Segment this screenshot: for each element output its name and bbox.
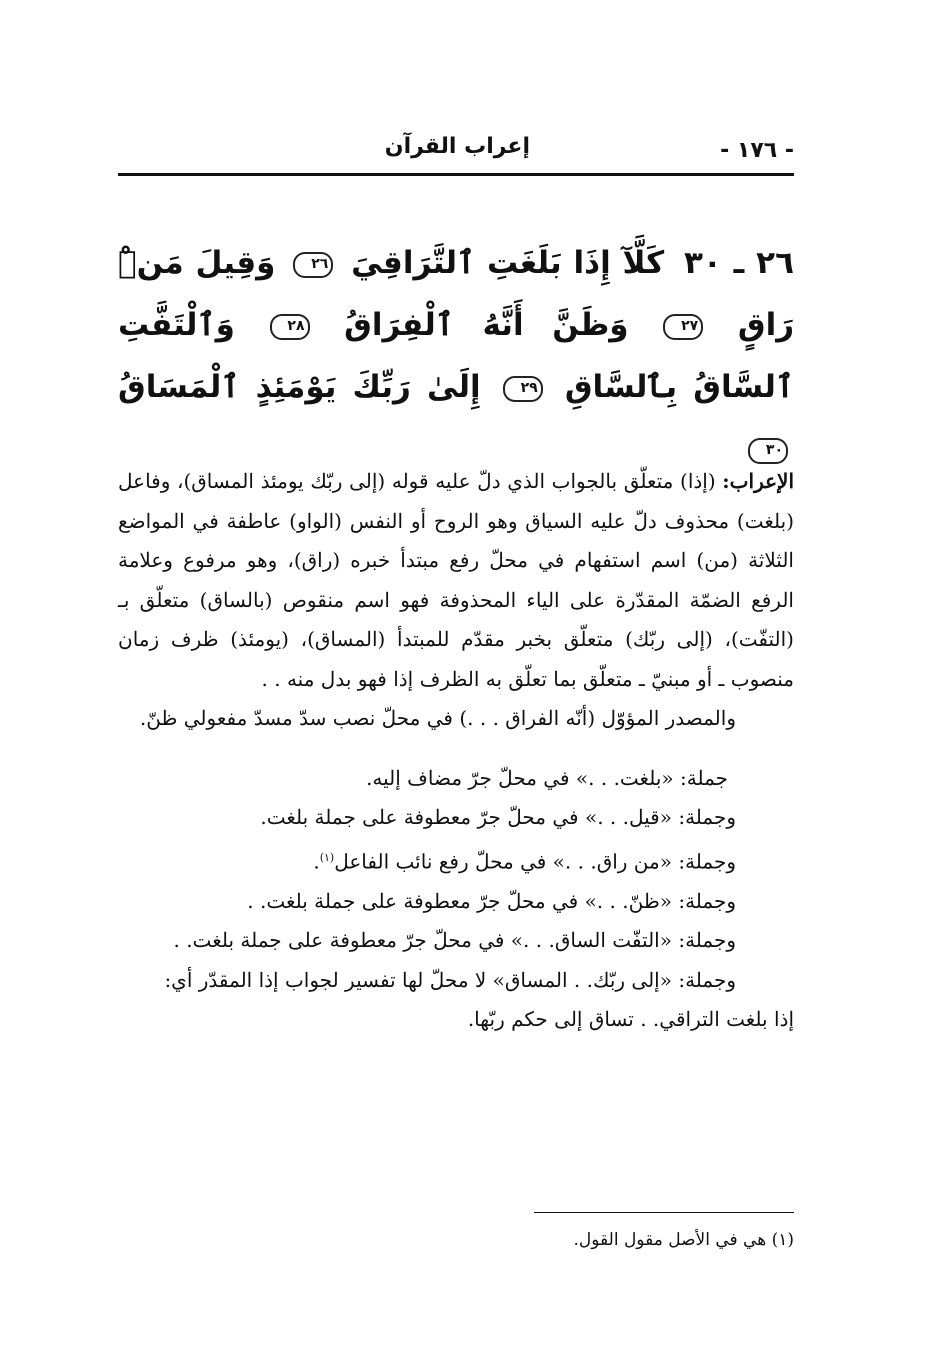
sentence-item: وجملة: «قيل. . .» في محلّ جرّ معطوفة على جملة بلغت.	[260, 805, 736, 829]
page-number: - ١٧٦ -	[720, 138, 794, 163]
sentence-item	[118, 838, 794, 882]
verse-27: وَقِيلَ مَنْۜ رَاقٍ	[118, 245, 795, 343]
verse-26: كَلَّآ إِذَا بَلَغَتِ ٱلتَّرَاقِيَ	[351, 245, 665, 281]
ayah-marker-29: ٢٩	[503, 376, 543, 402]
verse-29: وَٱلْتَفَّتِ ٱلسَّاقُ بِٱلسَّاقِ	[118, 307, 794, 405]
irab-label: الإعراب:	[722, 469, 794, 493]
page-title: إعراب القرآن	[384, 134, 530, 159]
ayah-marker-28: ٢٨	[270, 314, 310, 340]
masdar-paragraph: والمصدر المؤوّل (أنّه الفراق . . .) في محلّ نصب سدّ مسدّ مفعولي ظنّ.	[139, 706, 736, 730]
sentence-continuation: إذا بلغت التراقي. . تساق إلى حكم ربّها.	[467, 1007, 794, 1032]
ayah-marker-30: ٣٠	[748, 438, 788, 464]
sentence-end: .	[313, 849, 320, 874]
sentence-item: وجملة: «التفّت الساق. . .» في محلّ جرّ معطوفة على جملة بلغت. .	[173, 928, 736, 953]
irab-paragraph	[118, 462, 794, 699]
ayah-marker-27: ٢٧	[663, 314, 703, 340]
footnote-rule	[534, 1212, 794, 1213]
sentence-item: وجملة: «ظنّ. . .» في محلّ جرّ معطوفة على جملة بلغت. .	[247, 888, 736, 913]
verse-30: إِلَىٰ رَبِّكَ يَوْمَئِذٍ ٱلْمَسَاقُ	[118, 369, 481, 405]
commentary	[118, 462, 794, 1040]
verse-28: وَظَنَّ أَنَّهُ ٱلْفِرَاقُ	[344, 307, 629, 343]
ayah-marker-26: ٢٦	[293, 252, 333, 278]
footnote-ref: (١)	[319, 850, 335, 864]
sentence-item: وجملة: «إلى ربّك. . المساق» لا محلّ لها تفسير لجواب إذا المقدّر أي:	[164, 967, 736, 992]
footnote: (١) هي في الأصل مقول القول.	[573, 1230, 794, 1250]
verse-range: ٢٦ ـ ٣٠	[683, 245, 794, 281]
sentence-list	[118, 759, 794, 1040]
irab-text: (إذا) متعلّق بالجواب الذي دلّ عليه قوله (إلى ربّك يومئذ المساق)، وفاعل (بلغت) محذوف دلّ عليه السياق وهو الروح أو النفس (الواو) عاطفة في المواضع الثلاثة (من) اسم استفهام في محلّ رفع مبتدأ خبره (راق)، وهو مرفوع وعلامة الرفع الضمّة المقدّرة على الياء المحذوفة فهو اسم منقوص (بالساق) متعلّق بـ (التفّت)، (إلى ربّك) متعلّق بخبر مقدّم للمبتدأ (المساق)، (يومئذ) ظرف زمان منصوب ـ أو مبنيّ ـ متعلّق بما تعلّق به الظرف إذا فهو بدل منه . .	[118, 469, 794, 691]
page-header	[118, 130, 794, 176]
header-rule	[118, 173, 794, 176]
sentence-item: جملة: «بلغت. . .» في محلّ جرّ مضاف إليه.	[366, 765, 728, 790]
sentence-text: وجملة: «من راق. . .» في محلّ رفع نائب الفاعل	[334, 849, 736, 874]
quran-verses	[118, 232, 794, 480]
